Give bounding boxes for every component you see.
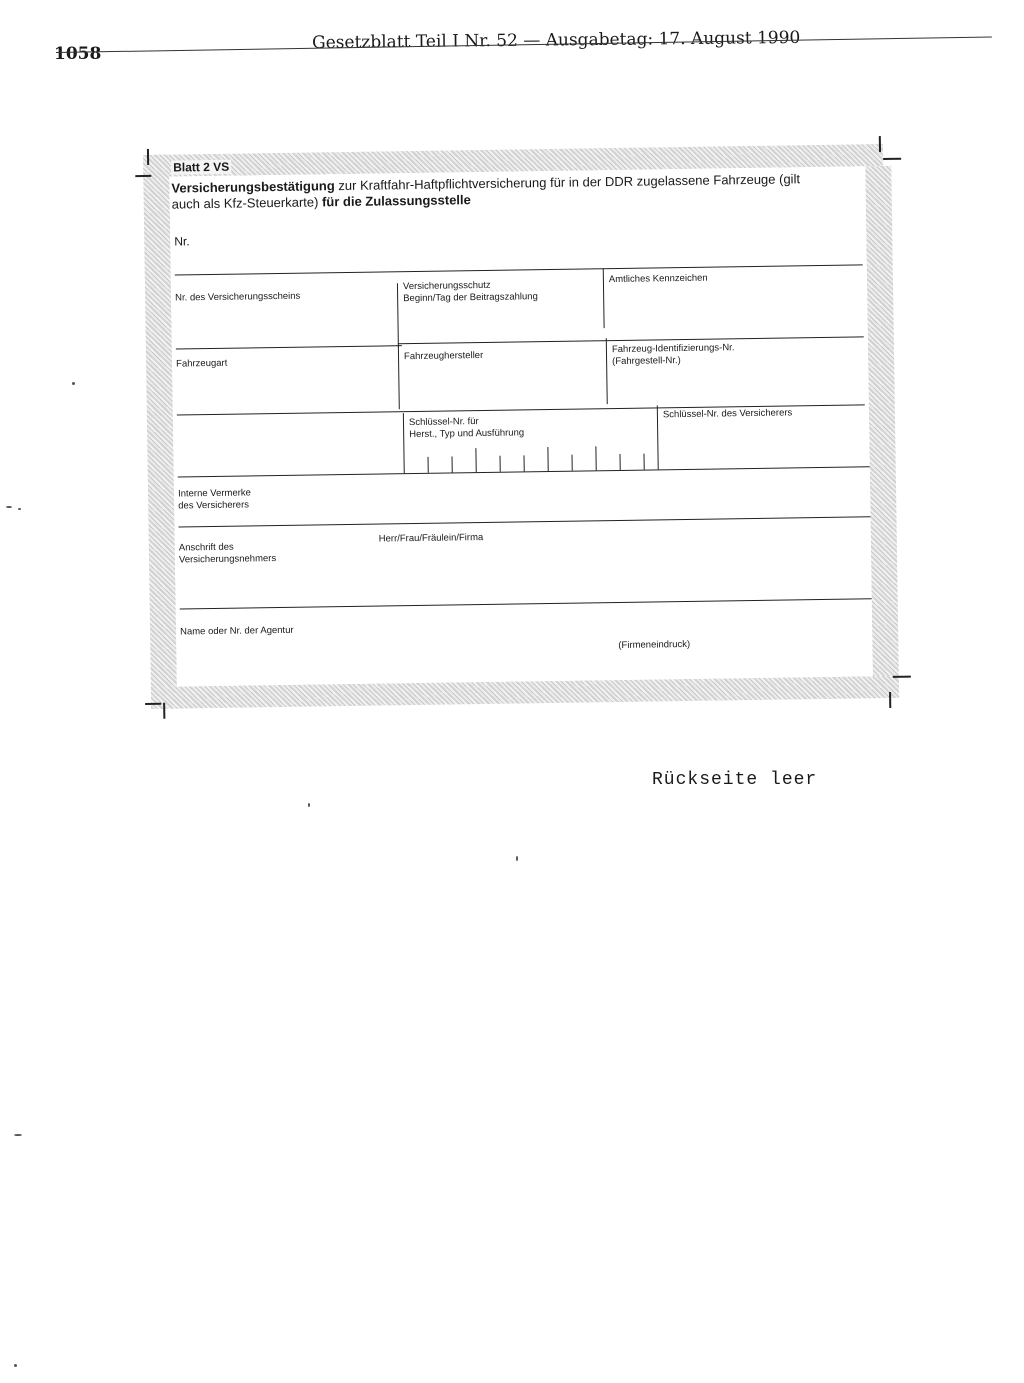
- comb-tick: [452, 456, 453, 472]
- back-empty-note: Rückseite leer: [652, 770, 818, 790]
- comb-tick: [595, 446, 596, 470]
- scan-speck: [72, 382, 75, 385]
- field-divider: [398, 345, 400, 409]
- comb-tick: [475, 448, 476, 472]
- comb-tick: [547, 447, 548, 471]
- scan-speck: [6, 506, 12, 508]
- field-coverage: Versicherungsschutz Beginn/Tag der Beitragszahlung: [402, 279, 538, 305]
- scan-speck: [516, 856, 518, 861]
- comb-tick: [571, 455, 572, 471]
- field-divider: [606, 338, 608, 404]
- comb-tick: [643, 454, 644, 470]
- form-title-text: zur Kraftfahr-Haftpflichtversicherung für in der DDR zugelassene Fahrzeuge (gilt auch als Kfz-Steuerkarte): [171, 171, 801, 212]
- field-insurer-key: Schlüssel-Nr. des Versicherers: [662, 407, 793, 421]
- scan-speck: [14, 1364, 17, 1367]
- field-divider: [403, 413, 405, 473]
- form-rule: [176, 345, 402, 349]
- scan-speck: [14, 1134, 22, 1136]
- comb-tick: [500, 456, 501, 472]
- running-head: Gesetzblatt Teil I Nr. 52 — Ausgabetag: 17. August 1990: [312, 27, 801, 53]
- crop-mark: [163, 703, 165, 719]
- card-inner: [169, 159, 872, 686]
- field-policy-number: Nr. des Versicherungsscheins: [175, 290, 301, 304]
- field-vehicle-type: Fahrzeugart: [176, 357, 228, 370]
- form-rule: [180, 598, 872, 609]
- field-license-plate: Amtliches Kennzeichen: [608, 272, 708, 286]
- field-salutation: Herr/Frau/Fräulein/Firma: [378, 531, 484, 545]
- scan-speck: [308, 803, 310, 807]
- field-divider: [603, 268, 605, 328]
- insurance-form-card: [143, 144, 899, 717]
- field-manufacturer: Fahrzeughersteller: [403, 349, 484, 363]
- field-divider: [397, 283, 399, 347]
- field-key-number: Schlüssel-Nr. für Herst., Typ und Ausführung: [408, 416, 525, 441]
- crop-mark: [889, 692, 891, 708]
- crop-mark: [147, 149, 149, 165]
- crop-mark: [135, 175, 151, 177]
- form-title: [171, 171, 831, 213]
- field-divider: [657, 405, 659, 469]
- comb-tick: [428, 457, 429, 473]
- form-rule: [179, 516, 871, 527]
- field-internal-notes: Interne Vermerke des Versicherers: [177, 487, 251, 512]
- crop-mark: [879, 136, 881, 152]
- field-company-imprint: (Firmeneindruck): [618, 638, 691, 652]
- comb-tick: [619, 454, 620, 470]
- field-vin: Fahrzeug-Identifizierungs-Nr. (Fahrgestell-Nr.): [611, 342, 735, 368]
- form-title-bold-1: Versicherungsbestätigung: [171, 178, 335, 196]
- form-number-label: Nr.: [174, 234, 190, 249]
- scan-speck: [18, 508, 21, 510]
- field-holder-address: Anschrift des Versicherungsnehmers: [178, 541, 277, 566]
- form-title-bold-2: für die Zulassungsstelle: [321, 192, 471, 210]
- crop-mark: [883, 158, 901, 160]
- crop-mark: [893, 676, 911, 678]
- sheet-label: Blatt 2 VS: [173, 159, 230, 175]
- crop-mark: [145, 703, 161, 705]
- form-rule: [175, 264, 863, 275]
- page-number: 1058: [54, 44, 102, 64]
- comb-tick: [523, 455, 524, 471]
- field-agency: Name oder Nr. der Agentur: [179, 624, 294, 638]
